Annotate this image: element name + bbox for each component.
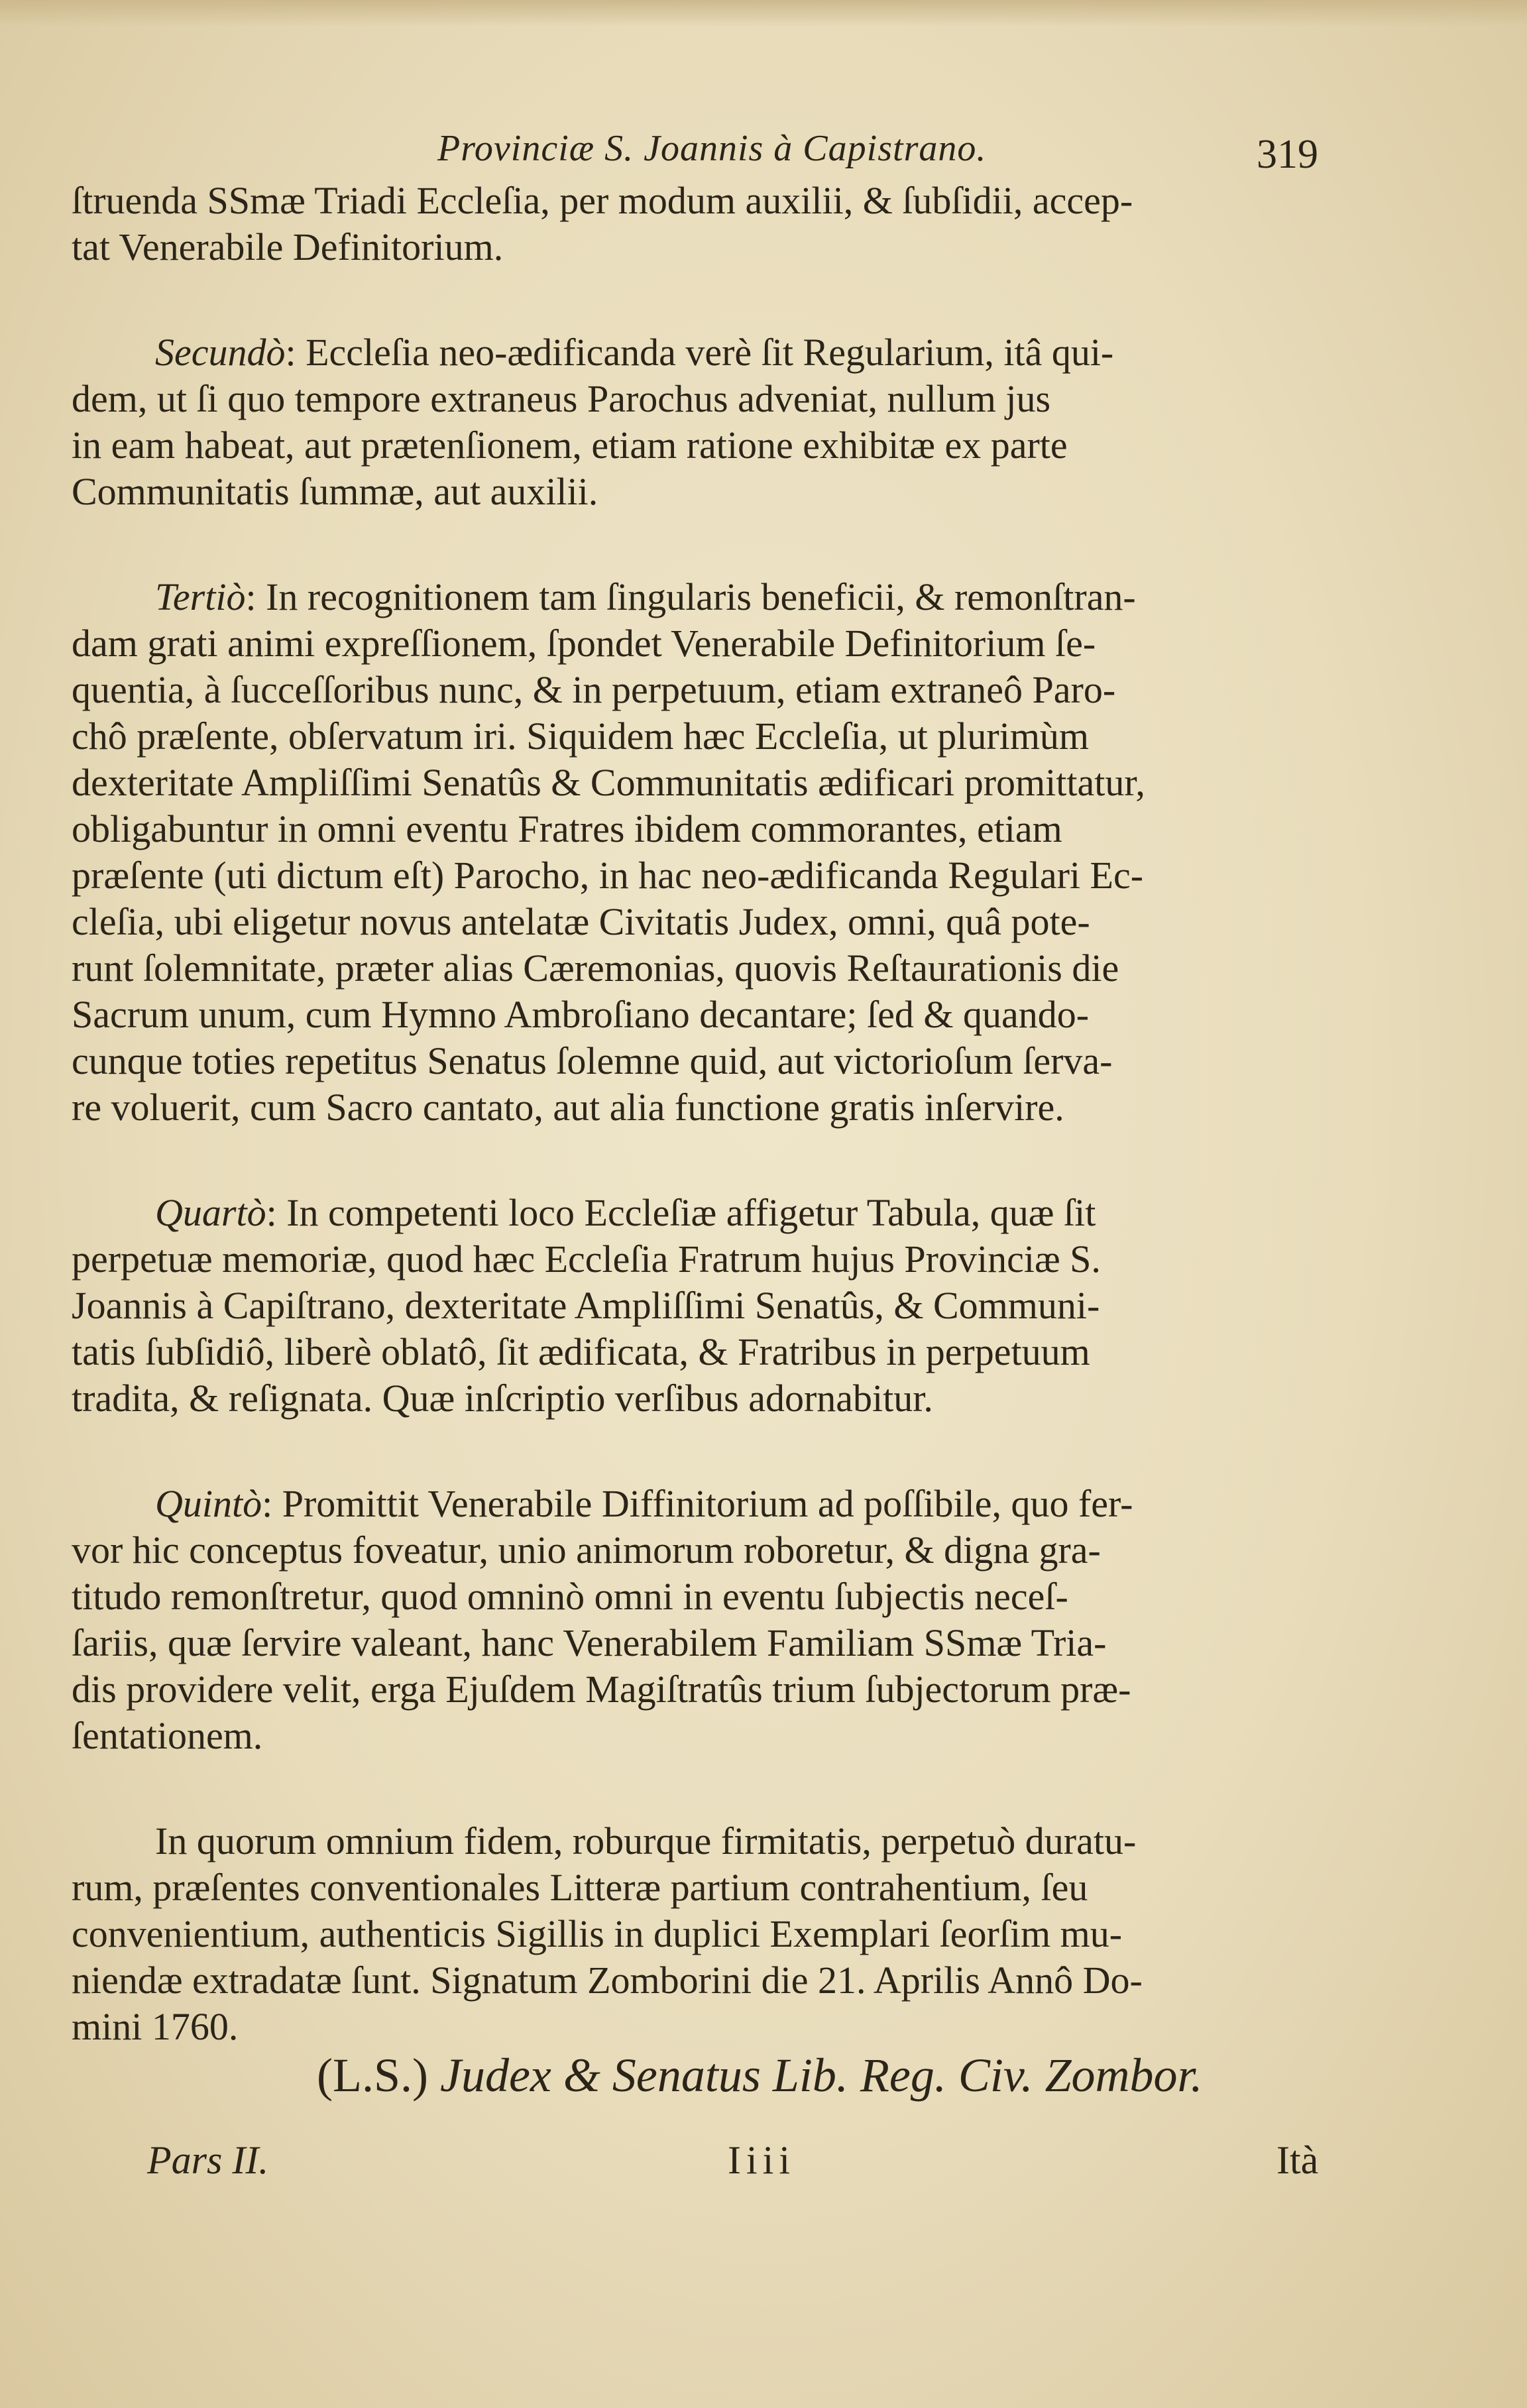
text-line: dis providere velit, erga Ejuſdem Magiſtratûs trium ſubjectorum præ-: [72, 1668, 1131, 1711]
text-line: dexteritate Ampliſſimi Senatûs & Communitatis ædificari promittatur,: [72, 761, 1145, 804]
text-line: tatis ſubſidiô, liberè oblatô, ſit ædificata, & Fratribus in perpetuum: [72, 1330, 1090, 1373]
text-line: Sacrum unum, cum Hymno Ambroſiano decantare; ſed & quando-: [72, 993, 1090, 1036]
text-line-rest: : Eccleſia neo-ædificanda verè ſit Regularium, itâ qui-: [285, 331, 1114, 374]
text-line: ſariis, quæ ſervire valeant, hanc Venerabilem Familiam SSmæ Tria-: [72, 1621, 1107, 1664]
text-line: In quorum omnium fidem, roburque firmitatis, perpetuò duratu-: [155, 1819, 1137, 1863]
text-line: runt ſolemnitate, præter alias Cæremonias, quovis Reſtaurationis die: [72, 946, 1119, 990]
text-line: [72, 329, 1384, 376]
text-line: Communitatis ſummæ, aut auxilii.: [72, 470, 598, 513]
page-number: 319: [1257, 132, 1318, 177]
page-edge-shadow: [0, 0, 1527, 27]
text-line: [72, 1481, 1384, 1527]
paragraph-tertio: [72, 574, 1384, 1131]
text-line: re voluerit, cum Sacro cantato, aut alia functione gratis inſervire.: [72, 1086, 1064, 1129]
text-line: obligabuntur in omni eventu Fratres ibidem commorantes, etiam: [72, 807, 1062, 850]
body-text: [72, 178, 1384, 2109]
text-line: tat Venerabile Definitorium.: [72, 225, 504, 268]
paragraph-quinto: [72, 1481, 1384, 1759]
page-footer: [0, 2138, 1527, 2197]
signing-authority: Judex & Senatus Lib. Reg. Civ. Zombor.: [439, 2049, 1203, 2102]
text-line: cunque toties repetitus Senatus ſolemne quid, aut victorioſum ſerva-: [72, 1039, 1113, 1082]
seal-mark: (L.S.): [317, 2049, 428, 2102]
text-line: tradita, & reſignata. Quæ inſcriptio verſibus adornabitur.: [72, 1377, 933, 1420]
paragraph-lead-word: Quintò: [155, 1482, 262, 1525]
text-line: dam grati animi expreſſionem, ſpondet Venerabile Definitorium ſe-: [72, 622, 1096, 665]
text-line-rest: : In recognitionem tam ſingularis beneficii, & remonſtran-: [245, 575, 1136, 618]
text-line: vor hic conceptus foveatur, unio animorum roboretur, & digna gra-: [72, 1528, 1101, 1572]
text-line: ſentationem.: [72, 1714, 263, 1757]
text-line: in eam habeat, aut prætenſionem, etiam ratione exhibitæ ex parte: [72, 424, 1068, 467]
running-title: Provinciæ S. Joannis à Capistrano.: [437, 128, 987, 169]
text-line-rest: : Promittit Venerabile Diffinitorium ad poſſibile, quo fer-: [262, 1482, 1133, 1525]
part-label: Pars II.: [147, 2138, 269, 2182]
signature-mark: Iiii: [728, 2138, 795, 2182]
text-line: niendæ extradatæ ſunt. Signatum Zomborini die 21. Aprilis Annô Do-: [72, 1959, 1143, 2002]
text-line: quentia, à ſucceſſoribus nunc, & in perpetuum, etiam extraneô Paro-: [72, 668, 1116, 711]
text-line: perpetuæ memoriæ, quod hæc Eccleſia Fratrum hujus Provinciæ S.: [72, 1237, 1101, 1281]
text-line-rest: : In competenti loco Eccleſiæ affigetur Tabula, quæ ſit: [266, 1191, 1096, 1234]
paragraph-lead-word: Quartò: [155, 1191, 266, 1234]
text-line: cleſia, ubi eligetur novus antelatæ Civitatis Judex, omni, quâ pote-: [72, 900, 1090, 943]
text-line: chô præſente, obſervatum iri. Siquidem hæc Eccleſia, ut plurimùm: [72, 715, 1090, 758]
text-line: [72, 1190, 1384, 1236]
text-line: titudo remonſtretur, quod omninò omni in eventu ſubjectis neceſ-: [72, 1575, 1068, 1618]
text-line: præſente (uti dictum eſt) Parocho, in hac neo-ædificanda Regulari Ec-: [72, 854, 1144, 897]
text-line: Joannis à Capiſtrano, dexteritate Ampliſſimi Senatûs, & Communi-: [72, 1284, 1100, 1327]
paragraph-intro: [72, 178, 1384, 270]
paragraph-lead-word: Tertiò: [155, 575, 246, 618]
text-line: [72, 574, 1384, 620]
catchword: Ità: [1276, 2138, 1319, 2182]
signature-line: [317, 2048, 1203, 2103]
text-line: dem, ut ſi quo tempore extraneus Parochus adveniat, nullum jus: [72, 377, 1051, 420]
paragraph-closing: [72, 1818, 1384, 2050]
text-line: convenientium, authenticis Sigillis in duplici Exemplari ſeorſim mu-: [72, 1912, 1123, 1955]
text-line: ſtruenda SSmæ Triadi Eccleſia, per modum auxilii, & ſubſidii, accep-: [72, 179, 1133, 222]
paragraph-lead-word: Secundò: [155, 331, 286, 374]
paragraph-secundo: [72, 329, 1384, 515]
text-line: rum, præſentes conventionales Litteræ partium contrahentium, ſeu: [72, 1866, 1088, 1909]
text-line: mini 1760.: [72, 2005, 239, 2048]
paragraph-quarto: [72, 1190, 1384, 1422]
